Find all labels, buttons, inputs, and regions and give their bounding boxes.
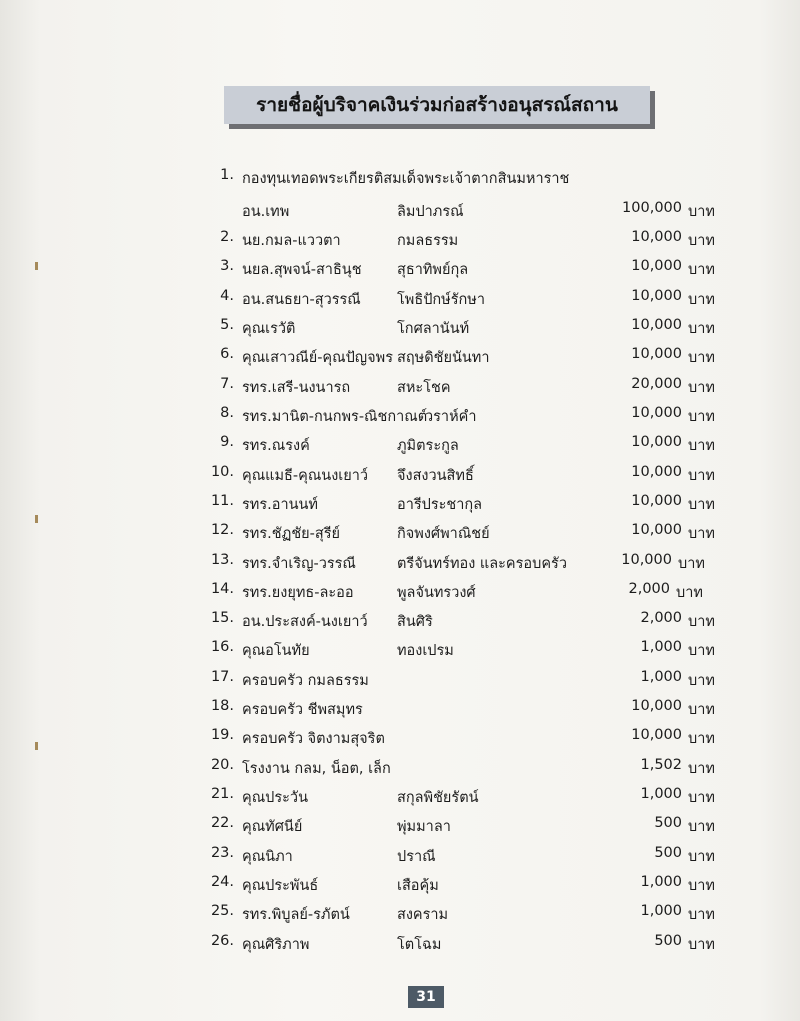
donor-first-name: รทร.จำเริญ-วรรณี (242, 556, 356, 572)
donation-amount: 1,000 (640, 669, 682, 685)
donation-amount: 10,000 (631, 522, 682, 538)
donor-first-name: คุณอโนทัย (242, 643, 310, 659)
donor-row (0, 698, 800, 727)
donor-last-name: กมลธรรม (397, 233, 459, 249)
item-number: 20. (210, 757, 234, 773)
donation-amount: 10,000 (631, 727, 682, 743)
item-number: 6. (220, 346, 234, 362)
currency-unit: บาท (688, 907, 715, 923)
currency-unit: บาท (688, 878, 715, 894)
donor-last-name: พุ่มมาลา (397, 819, 451, 835)
donor-first-name: รทร.ยงยุทธ-ละออ (242, 585, 354, 601)
donor-first-name: คุณนิภา (242, 849, 293, 865)
donation-amount: 500 (654, 933, 682, 949)
currency-unit: บาท (688, 292, 715, 308)
donor-row (0, 464, 800, 493)
currency-unit: บาท (676, 585, 703, 601)
donor-last-name: ลิมปาภรณ์ (397, 204, 464, 220)
currency-unit: บาท (688, 849, 715, 865)
currency-unit: บาท (688, 673, 715, 689)
donor-row (0, 434, 800, 463)
currency-unit: บาท (688, 731, 715, 747)
donor-row (0, 405, 800, 434)
item-number: 3. (220, 258, 234, 274)
donation-amount: 10,000 (631, 434, 682, 450)
organization-name: กองทุนเทอดพระเกียรติสมเด็จพระเจ้าตากสินมหาราช (242, 171, 570, 187)
page-title: รายชื่อผู้บริจาคเงินร่วมก่อสร้างอนุสรณ์สถาน (256, 94, 618, 116)
donor-last-name: พูลจันทรวงศ์ (397, 585, 476, 601)
donor-first-name: โรงงาน กลม, น็อต, เล็ก (242, 761, 391, 777)
donor-last-name: สุธาทิพย์กุล (397, 262, 469, 278)
donor-first-name: คุณประพันธ์ (242, 878, 319, 894)
donor-first-name: คุณศิริภาพ (242, 937, 310, 953)
donation-amount: 1,000 (640, 639, 682, 655)
donor-row (0, 669, 800, 698)
donor-first-name: คุณประวัน (242, 790, 308, 806)
donor-first-name: นยล.สุพจน์-สาธินุช (242, 262, 362, 278)
donor-first-name: อน.เทพ (242, 204, 290, 220)
donor-last-name: โพธิปักษ์รักษา (397, 292, 486, 308)
donation-amount: 10,000 (631, 288, 682, 304)
currency-unit: บาท (688, 468, 715, 484)
donor-row (0, 933, 800, 962)
currency-unit: บาท (688, 438, 715, 454)
item-number: 9. (220, 434, 234, 450)
donor-last-name: สฤษดิชัยนันทา (397, 350, 490, 366)
donor-last-name: สกุลพิชัยรัตน์ (397, 790, 479, 806)
currency-unit: บาท (688, 409, 715, 425)
donor-row (0, 376, 800, 405)
donation-amount: 10,000 (631, 317, 682, 333)
donor-first-name: อน.ประสงค์-นงเยาว์ (242, 614, 368, 630)
item-number: 25. (210, 903, 234, 919)
item-number: 12. (210, 522, 234, 538)
donor-row (0, 200, 800, 229)
donor-row (0, 346, 800, 375)
currency-unit: บาท (688, 761, 715, 777)
donation-amount: 500 (654, 845, 682, 861)
title-banner (224, 86, 650, 124)
donor-first-name: คุณเสาวณีย์-คุณปัญจพร (242, 350, 393, 366)
currency-unit: บาท (688, 643, 715, 659)
item-number: 26. (210, 933, 234, 949)
donor-last-name: กิจพงศ์พาณิชย์ (397, 526, 490, 542)
donation-amount: 10,000 (631, 405, 682, 421)
donation-amount: 10,000 (621, 552, 672, 568)
item-number: 5. (220, 317, 234, 333)
donor-first-name: คุณแมธี-คุณนงเยาว์ (242, 468, 369, 484)
donor-last-name: ตรีจันทร์ทอง และครอบครัว (397, 556, 567, 572)
donor-first-name: นย.กมล-แววตา (242, 233, 341, 249)
currency-unit: บาท (688, 702, 715, 718)
donor-row (0, 845, 800, 874)
intro-row (0, 167, 800, 196)
donor-first-name: ครอบครัว จิตงามสุจริต (242, 731, 385, 747)
donor-last-name: โกศลานันท์ (397, 321, 470, 337)
donor-last-name: เสือคุ้ม (397, 878, 439, 894)
donor-last-name: ทองเปรม (397, 643, 454, 659)
donor-row (0, 229, 800, 258)
donor-first-name: รทร.อานนท์ (242, 497, 318, 513)
donation-amount: 10,000 (631, 258, 682, 274)
donor-row (0, 581, 800, 610)
donor-first-name: รทร.พิบูลย์-รภัตน์ (242, 907, 350, 923)
donor-row (0, 757, 800, 786)
item-number: 15. (210, 610, 234, 626)
currency-unit: บาท (688, 937, 715, 953)
item-number: 2. (220, 229, 234, 245)
donor-row (0, 317, 800, 346)
item-number: 22. (210, 815, 234, 831)
donor-first-name: คุณเรวัติ (242, 321, 296, 337)
donor-last-name: วราห์คำ (425, 409, 477, 425)
donor-first-name: รทร.เสรี-นงนารถ (242, 380, 351, 396)
donation-amount: 10,000 (631, 229, 682, 245)
donor-first-name: รทร.ชัฏชัย-สุรีย์ (242, 526, 341, 542)
donor-first-name: คุณทัศนีย์ (242, 819, 303, 835)
donation-amount: 10,000 (631, 346, 682, 362)
item-number: 24. (210, 874, 234, 890)
donation-amount: 2,000 (640, 610, 682, 626)
donation-amount: 1,000 (640, 903, 682, 919)
item-number: 23. (210, 845, 234, 861)
item-number: 17. (210, 669, 234, 685)
item-number: 16. (210, 639, 234, 655)
donor-last-name: โตโฉม (397, 937, 442, 953)
donor-row (0, 727, 800, 756)
item-number: 21. (210, 786, 234, 802)
page-number: 31 (408, 986, 444, 1008)
currency-unit: บาท (688, 819, 715, 835)
donor-last-name: จึงสงวนสิทธิ์ (397, 468, 474, 484)
item-number: 10. (210, 464, 234, 480)
donor-row (0, 610, 800, 639)
donor-row (0, 786, 800, 815)
donor-first-name: ครอบครัว กมลธรรม (242, 673, 369, 689)
donor-last-name: สินศิริ (397, 614, 433, 630)
item-number: 13. (210, 552, 234, 568)
donor-last-name: ปราณี (397, 849, 436, 865)
item-number: 11. (210, 493, 234, 509)
currency-unit: บาท (688, 497, 715, 513)
donation-amount: 2,000 (628, 581, 670, 597)
currency-unit: บาท (688, 262, 715, 278)
currency-unit: บาท (688, 790, 715, 806)
donor-row (0, 815, 800, 844)
donor-row (0, 258, 800, 287)
item-number: 1. (220, 167, 234, 183)
donation-amount: 100,000 (622, 200, 682, 216)
donation-amount: 10,000 (631, 493, 682, 509)
donor-first-name: อน.สนธยา-สุวรรณี (242, 292, 361, 308)
donor-row (0, 552, 800, 581)
currency-unit: บาท (688, 233, 715, 249)
currency-unit: บาท (688, 614, 715, 630)
donor-row (0, 639, 800, 668)
donor-first-name: รทร.ณรงค์ (242, 438, 310, 454)
currency-unit: บาท (688, 380, 715, 396)
donation-amount: 1,000 (640, 786, 682, 802)
donation-amount: 500 (654, 815, 682, 831)
donor-last-name: สงคราม (397, 907, 449, 923)
item-number: 18. (210, 698, 234, 714)
item-number: 14. (210, 581, 234, 597)
currency-unit: บาท (678, 556, 705, 572)
donation-amount: 1,000 (640, 874, 682, 890)
currency-unit: บาท (688, 350, 715, 366)
donation-amount: 10,000 (631, 464, 682, 480)
donor-last-name: ภูมิตระกูล (397, 438, 459, 454)
donor-row (0, 874, 800, 903)
item-number: 19. (210, 727, 234, 743)
donor-first-name: รทร.มานิต-กนกพร-ณิชกาณต์ (242, 409, 428, 425)
donor-row (0, 288, 800, 317)
donor-row (0, 493, 800, 522)
donation-amount: 1,502 (640, 757, 682, 773)
donor-row (0, 522, 800, 551)
donation-amount: 20,000 (631, 376, 682, 392)
item-number: 4. (220, 288, 234, 304)
currency-unit: บาท (688, 526, 715, 542)
item-number: 7. (220, 376, 234, 392)
donor-last-name: อารีประชากุล (397, 497, 483, 513)
donor-last-name: สหะโชค (397, 380, 451, 396)
currency-unit: บาท (688, 321, 715, 337)
donation-amount: 10,000 (631, 698, 682, 714)
currency-unit: บาท (688, 204, 715, 220)
donor-first-name: ครอบครัว ชีพสมุทร (242, 702, 363, 718)
item-number: 8. (220, 405, 234, 421)
donor-row (0, 903, 800, 932)
